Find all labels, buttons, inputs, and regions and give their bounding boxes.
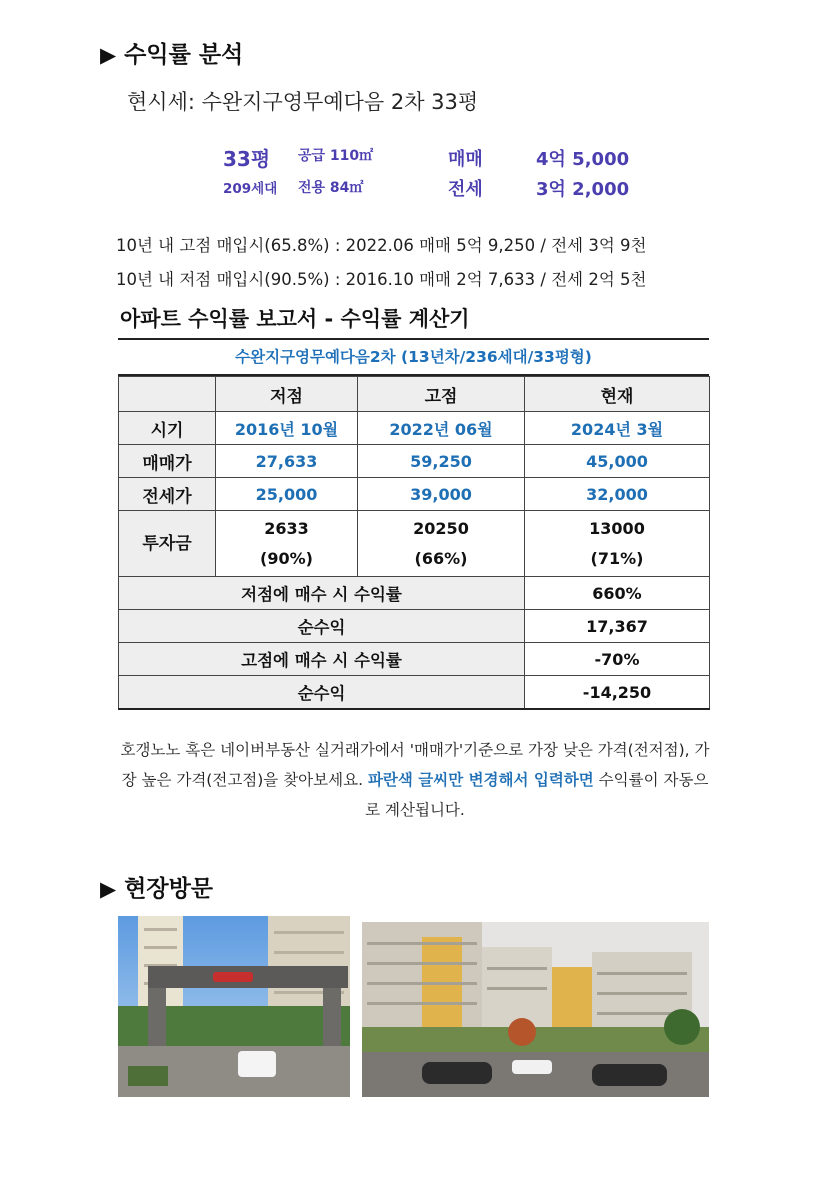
period-current[interactable]: 2024년 3월 — [525, 412, 710, 445]
row-net-profit-1 — [119, 610, 710, 643]
photo-apartment-complex — [362, 922, 709, 1097]
label-low-buy-yield: 저점에 매수 시 수익률 — [119, 577, 525, 610]
row-period — [119, 412, 710, 445]
yield-calculator-table — [118, 338, 709, 710]
header-current: 현재 — [525, 377, 710, 412]
row-jeonse-price — [119, 478, 710, 511]
label-jeonse-price: 전세가 — [119, 478, 216, 511]
table-subtitle: 수완지구영무예다음2차 (13년차/236세대/33평형) — [118, 338, 709, 376]
label-high-buy-yield: 고점에 매수 시 수익률 — [119, 643, 525, 676]
spec-exclusive-area: 전용 84㎡ — [298, 180, 364, 196]
report-title: 아파트 수익률 보고서 - 수익률 계산기 — [120, 307, 470, 331]
label-net-profit-2: 순수익 — [119, 676, 525, 710]
header-high: 고점 — [358, 377, 525, 412]
spec-sale-value: 4억 5,000 — [536, 149, 630, 170]
jeonse-current[interactable]: 32,000 — [525, 478, 710, 511]
triangle-marker-icon: ▶ — [100, 43, 117, 67]
label-sale-price: 매매가 — [119, 445, 216, 478]
spec-sale-label: 매매 — [448, 149, 483, 170]
history-peak-line: 10년 내 고점 매입시(65.8%) : 2022.06 매매 5억 9,250 / 전세 3억 9천 — [116, 236, 647, 255]
investment-low: 2633 (90%) — [216, 511, 358, 577]
row-low-buy-yield — [119, 577, 710, 610]
period-high[interactable]: 2022년 06월 — [358, 412, 525, 445]
photo-apartment-entrance — [118, 916, 350, 1097]
jeonse-low[interactable]: 25,000 — [216, 478, 358, 511]
value-net-profit-2: -14,250 — [525, 676, 710, 710]
value-net-profit-1: 17,367 — [525, 610, 710, 643]
sale-current[interactable]: 45,000 — [525, 445, 710, 478]
value-low-buy-yield: 660% — [525, 577, 710, 610]
history-low-line: 10년 내 저점 매입시(90.5%) : 2016.10 매매 2억 7,633 / 전세 2억 5천 — [116, 270, 647, 289]
spec-jeonse-label: 전세 — [448, 179, 483, 200]
header-low: 저점 — [216, 377, 358, 412]
triangle-marker-icon: ▶ — [100, 877, 117, 901]
usage-note: 호갱노노 혹은 네이버부동산 실거래가에서 '매매가'기준으로 가장 낮은 가격(전저점), 가장 높은 가격(전고점)을 찾아보세요. 파란색 글씨만 변경해서 입력하면 수익률이 자동으로 계산됩니다. — [120, 741, 710, 819]
sale-high[interactable]: 59,250 — [358, 445, 525, 478]
row-high-buy-yield — [119, 643, 710, 676]
current-price-subtitle: 현시세: 수완지구영무예다음 2차 33평 — [127, 90, 479, 114]
section-title-site-visit: ▶ 현장방문 — [100, 876, 214, 902]
spec-pyeong: 33평 — [223, 147, 271, 171]
value-high-buy-yield: -70% — [525, 643, 710, 676]
label-period: 시기 — [119, 412, 216, 445]
period-low[interactable]: 2016년 10월 — [216, 412, 358, 445]
jeonse-high[interactable]: 39,000 — [358, 478, 525, 511]
table-header-row — [119, 377, 710, 412]
spec-households: 209세대 — [223, 181, 278, 197]
section-title-yield-analysis: ▶ 수익률 분석 — [100, 42, 244, 68]
sale-low[interactable]: 27,633 — [216, 445, 358, 478]
spec-jeonse-value: 3억 2,000 — [536, 179, 630, 200]
label-investment: 투자금 — [119, 511, 216, 577]
row-net-profit-2 — [119, 676, 710, 710]
label-net-profit-1: 순수익 — [119, 610, 525, 643]
investment-current: 13000 (71%) — [525, 511, 710, 577]
spec-supply-area: 공급 110㎡ — [298, 148, 374, 164]
investment-high: 20250 (66%) — [358, 511, 525, 577]
row-investment — [119, 511, 710, 577]
row-sale-price — [119, 445, 710, 478]
header-empty — [119, 377, 216, 412]
